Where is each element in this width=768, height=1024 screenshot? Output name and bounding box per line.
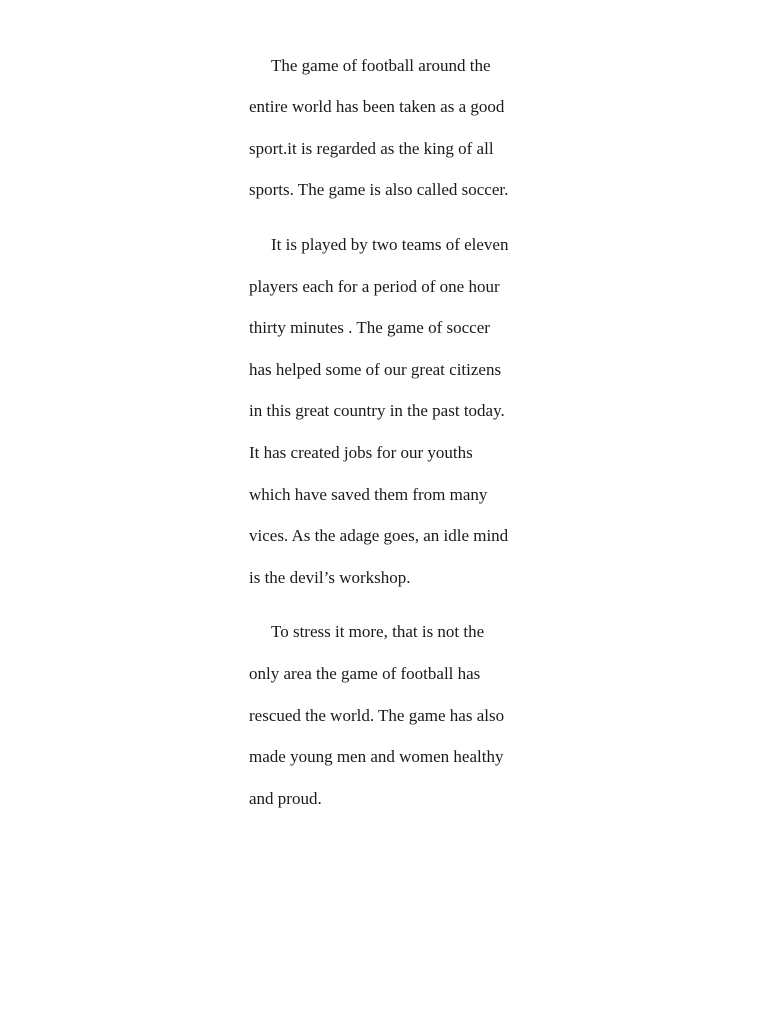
paragraph-line: has helped some of our great citizens	[249, 360, 502, 379]
paragraph-line: sports. The game is also called soccer.	[249, 180, 509, 199]
paragraph-line: To stress it more, that is not the	[271, 622, 485, 641]
paragraph-line: thirty minutes . The game of soccer	[249, 318, 490, 337]
paragraph-line: which have saved them from many	[249, 485, 488, 504]
paragraph-line: and proud.	[249, 789, 322, 808]
paragraph-line: sport.it is regarded as the king of all	[249, 139, 494, 158]
paragraph-line: The game of football around the	[271, 56, 491, 75]
paragraph-line: players each for a period of one hour	[249, 277, 500, 296]
paragraph-line: It is played by two teams of eleven	[271, 235, 509, 254]
paragraph-line: entire world has been taken as a good	[249, 97, 505, 116]
paragraph-line: in this great country in the past today.	[249, 401, 505, 420]
paragraph-line: only area the game of football has	[249, 664, 481, 683]
paragraph-line: vices. As the adage goes, an idle mind	[249, 526, 509, 545]
paragraph-line: It has created jobs for our youths	[249, 443, 473, 462]
paragraph-line: rescued the world. The game has also	[249, 706, 505, 725]
paragraph-line: is the devil’s workshop.	[249, 568, 411, 587]
paragraph-line: made young men and women healthy	[249, 747, 504, 766]
